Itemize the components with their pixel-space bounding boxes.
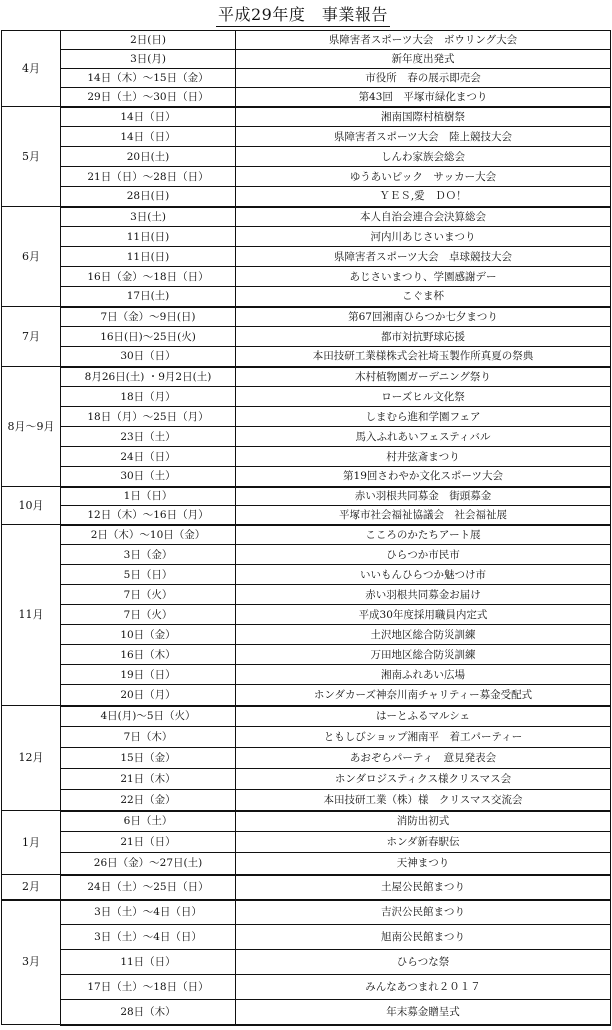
date-cell: 19日（日） [61,665,236,685]
table-row [2,447,611,467]
date-cell: 30日（日） [61,347,236,367]
table-row [2,832,611,853]
event-cell: 県障害者スポーツ大会 卓球競技大会 [236,247,611,267]
table-row [2,950,611,975]
date-cell: 24日（日） [61,447,236,467]
event-cell: 本人自治会連合会決算総会 [236,207,611,227]
date-cell: 6日（土） [61,811,236,832]
date-cell: 3日(月) [61,50,236,69]
table-row [2,107,611,127]
date-cell: 17日（土）～18日（日） [61,975,236,1000]
date-cell: 3日（土）～4日（日） [61,900,236,925]
table-row [2,31,611,50]
date-cell: 16日(日)～25日(火) [61,327,236,347]
table-row [2,565,611,585]
month-cell: 7月 [2,307,61,367]
title-area [0,0,612,30]
date-cell: 30日（土） [61,467,236,487]
event-cell: 本田技研工業様株式会社埼玉製作所真夏の祭典 [236,347,611,367]
date-cell: 7日（火） [61,605,236,625]
event-cell: あおぞらパーティ 意見発表会 [236,748,611,769]
table-row [2,685,611,706]
date-cell: 28日(日) [61,187,236,207]
month-cell: 6月 [2,207,61,307]
event-cell: 市役所 春の展示即売会 [236,69,611,88]
date-cell: 4日(月)～5日（火） [61,706,236,727]
table-row [2,545,611,565]
date-cell: 20日(土) [61,147,236,167]
table-row [2,811,611,832]
date-cell: 21日（日） [61,832,236,853]
event-cell: こころのかたちアート展 [236,525,611,545]
table-row [2,625,611,645]
table-row [2,487,611,506]
event-cell: しんわ家族会総会 [236,147,611,167]
table-row [2,69,611,88]
event-cell: 平塚市社会福祉協議会 社会福祉展 [236,506,611,525]
table-row [2,645,611,665]
event-cell: しまむら進和学園フェア [236,407,611,427]
event-cell: 村井弦斎まつり [236,447,611,467]
date-cell: 17日(土) [61,287,236,307]
page-title: 平成29年度 事業報告 [216,5,390,27]
table-row [2,900,611,925]
date-cell: 10日（金） [61,625,236,645]
event-cell: こぐま杯 [236,287,611,307]
table-row [2,307,611,327]
date-cell: 29日（土）～30日（日） [61,88,236,107]
event-cell: 第19回さわやか文化スポーツ大会 [236,467,611,487]
month-cell: 12月 [2,706,61,811]
date-cell: 18日（月）～25日（月） [61,407,236,427]
date-cell: 7日（木） [61,727,236,748]
table-row [2,605,611,625]
table-row [2,287,611,307]
table-row [2,506,611,525]
month-cell: 8月～9月 [2,367,61,487]
date-cell: 12日（木）～16日（月） [61,506,236,525]
date-cell: 26日（金）～27日(土) [61,853,236,875]
event-cell: ローズヒル文化祭 [236,387,611,407]
table-row [2,367,611,387]
date-cell: 7日（金）～9日(日) [61,307,236,327]
date-cell: 8月26日(土) ・9月2日(土) [61,367,236,387]
table-row [2,769,611,790]
table-row [2,387,611,407]
event-cell: 万田地区総合防災訓練 [236,645,611,665]
table-row [2,727,611,748]
table-row [2,467,611,487]
event-cell: 旭南公民館まつり [236,925,611,950]
event-cell: 新年度出発式 [236,50,611,69]
event-cell: 土屋公民館まつり [236,875,611,900]
table-row [2,327,611,347]
event-cell: 県障害者スポーツ大会 ボウリング大会 [236,31,611,50]
date-cell: 15日（金） [61,748,236,769]
table-row [2,207,611,227]
event-cell: ホンダ新春駅伝 [236,832,611,853]
date-cell: 22日（金） [61,790,236,811]
table-row [2,187,611,207]
date-cell: 20日（月） [61,685,236,706]
date-cell: 16日（木） [61,645,236,665]
event-cell: 年末募金贈呈式 [236,1000,611,1025]
date-cell: 11日（日） [61,950,236,975]
table-row [2,1000,611,1025]
month-cell: 1月 [2,811,61,875]
month-cell: 10月 [2,487,61,525]
event-cell: ひらつな祭 [236,950,611,975]
table-row [2,407,611,427]
table-row [2,127,611,147]
event-cell: 湘南国際村植樹祭 [236,107,611,127]
event-cell: 湘南ふれあい広場 [236,665,611,685]
event-cell: 木村植物園ガーデニング祭り [236,367,611,387]
table-row [2,247,611,267]
month-cell: 2月 [2,875,61,900]
table-row [2,427,611,447]
event-cell: 本田技研工業（株）様 クリスマス交流会 [236,790,611,811]
event-cell: ホンダロジスティクス様クリスマス会 [236,769,611,790]
table-row [2,167,611,187]
table-row [2,665,611,685]
table-row [2,853,611,875]
event-cell: 馬入ふれあいフェスティバル [236,427,611,447]
table-row [2,748,611,769]
month-cell: 5月 [2,107,61,207]
date-cell: 11日(日) [61,227,236,247]
event-cell: 第67回湘南ひらつか七夕まつり [236,307,611,327]
event-cell: 赤い羽根共同募金 街頭募金 [236,487,611,506]
event-cell: 県障害者スポーツ大会 陸上競技大会 [236,127,611,147]
date-cell: 18日（月） [61,387,236,407]
event-cell: 第43回 平塚市緑化まつり [236,88,611,107]
date-cell: 3日（土）～4日（日） [61,925,236,950]
event-cell: みんなあつまれ２０１７ [236,975,611,1000]
event-cell: ホンダカーズ神奈川南チャリティー募金受配式 [236,685,611,706]
event-report-table [1,30,611,1026]
date-cell: 28日（木） [61,1000,236,1025]
event-cell: ゆうあいピック サッカー大会 [236,167,611,187]
event-cell: ともしびショップ湘南平 着工パーティー [236,727,611,748]
event-cell: あじさいまつり、学園感謝デー [236,267,611,287]
date-cell: 11日(日) [61,247,236,267]
table-row [2,706,611,727]
date-cell: 3日(土) [61,207,236,227]
date-cell: 14日（木）～15日（金） [61,69,236,88]
table-row [2,267,611,287]
event-cell: 都市対抗野球応援 [236,327,611,347]
table-row [2,227,611,247]
month-cell: 3月 [2,900,61,1025]
table-row [2,50,611,69]
table-row [2,88,611,107]
table-row [2,790,611,811]
event-cell: 吉沢公民館まつり [236,900,611,925]
date-cell: 14日（日） [61,127,236,147]
event-cell: いいもんひらつか魅つけ市 [236,565,611,585]
date-cell: 24日（土）～25日（日） [61,875,236,900]
date-cell: 2日（木）～10日（金） [61,525,236,545]
table-row [2,925,611,950]
date-cell: 14日（日） [61,107,236,127]
table-row [2,585,611,605]
event-cell: はーとふるマルシェ [236,706,611,727]
date-cell: 2日(日) [61,31,236,50]
date-cell: 3日（金） [61,545,236,565]
table-row [2,975,611,1000]
event-cell: 消防出初式 [236,811,611,832]
event-cell: 赤い羽根共同募金お届け [236,585,611,605]
table-row [2,347,611,367]
report-body [2,31,611,1025]
month-cell: 11月 [2,525,61,706]
date-cell: 5日（日） [61,565,236,585]
date-cell: 23日（土） [61,427,236,447]
date-cell: 7日（火） [61,585,236,605]
date-cell: 21日（日）～28日（日） [61,167,236,187]
table-row [2,525,611,545]
date-cell: 1日（日） [61,487,236,506]
event-cell: 天神まつり [236,853,611,875]
event-cell: 土沢地区総合防災訓練 [236,625,611,645]
table-row [2,147,611,167]
event-cell: 河内川あじさいまつり [236,227,611,247]
date-cell: 21日（木） [61,769,236,790]
date-cell: 16日（金）～18日（日） [61,267,236,287]
event-cell: ＹＥＳ,愛 ＤＯ！ [236,187,611,207]
table-row [2,875,611,900]
month-cell: 4月 [2,31,61,107]
event-cell: ひらつか市民市 [236,545,611,565]
event-cell: 平成30年度採用職員内定式 [236,605,611,625]
